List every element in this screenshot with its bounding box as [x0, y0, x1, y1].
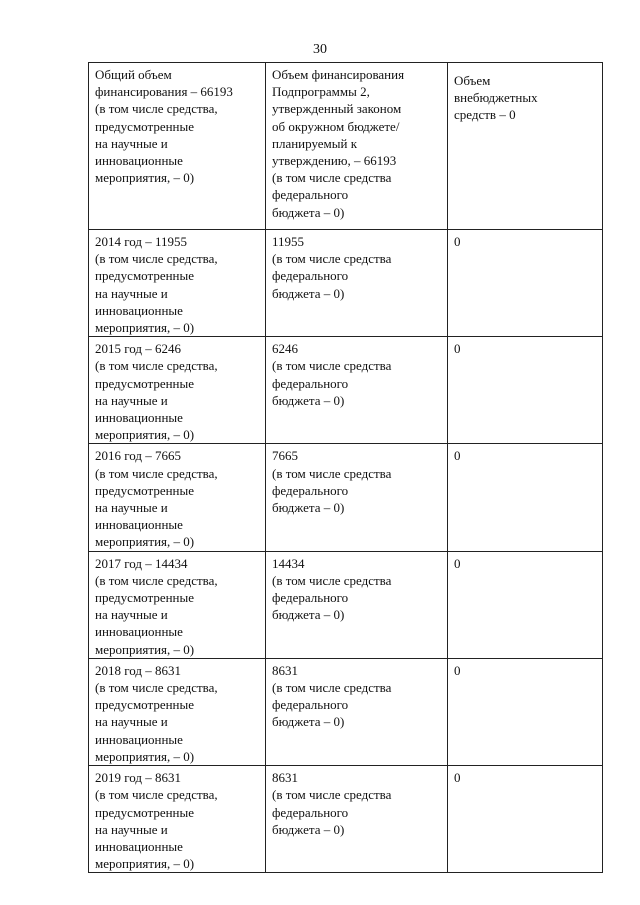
year-subprogram-cell: 11955 (в том числе средства федерального бюджета – 0)	[266, 230, 448, 337]
year-subprogram-cell: 8631 (в том числе средства федерального бюджета – 0)	[266, 766, 448, 873]
table-row	[89, 658, 603, 765]
year-extrabudgetary-cell: 0	[448, 658, 603, 765]
year-total-cell: 2014 год – 11955 (в том числе средства, предусмотренные на научные и инновационные мероприятия, – 0)	[89, 230, 266, 337]
header-total-funding: Общий объем финансирования – 66193 (в том числе средства, предусмотренные на научные и инновационные мероприятия, – 0)	[89, 63, 266, 230]
year-subprogram-cell: 6246 (в том числе средства федерального бюджета – 0)	[266, 337, 448, 444]
table-row	[89, 230, 603, 337]
year-subprogram-cell: 8631 (в том числе средства федерального бюджета – 0)	[266, 658, 448, 765]
table-row	[89, 444, 603, 551]
year-extrabudgetary-cell: 0	[448, 337, 603, 444]
table-row	[89, 551, 603, 658]
financing-table	[88, 62, 603, 873]
year-total-cell: 2015 год – 6246 (в том числе средства, предусмотренные на научные и инновационные мероприятия, – 0)	[89, 337, 266, 444]
year-total-cell: 2018 год – 8631 (в том числе средства, предусмотренные на научные и инновационные мероприятия, – 0)	[89, 658, 266, 765]
year-extrabudgetary-cell: 0	[448, 551, 603, 658]
table-row	[89, 766, 603, 873]
year-extrabudgetary-cell: 0	[448, 230, 603, 337]
year-total-cell: 2019 год – 8631 (в том числе средства, предусмотренные на научные и инновационные мероприятия, – 0)	[89, 766, 266, 873]
page-number: 30	[313, 42, 327, 57]
table-row	[89, 337, 603, 444]
year-subprogram-cell: 14434 (в том числе средства федерального бюджета – 0)	[266, 551, 448, 658]
year-subprogram-cell: 7665 (в том числе средства федерального бюджета – 0)	[266, 444, 448, 551]
header-extrabudgetary-funding: Объем внебюджетных средств – 0	[448, 63, 603, 230]
year-extrabudgetary-cell: 0	[448, 444, 603, 551]
table-header-row	[89, 63, 603, 230]
year-total-cell: 2016 год – 7665 (в том числе средства, предусмотренные на научные и инновационные мероприятия, – 0)	[89, 444, 266, 551]
year-total-cell: 2017 год – 14434 (в том числе средства, предусмотренные на научные и инновационные мероприятия, – 0)	[89, 551, 266, 658]
header-subprogram-funding: Объем финансирования Подпрограммы 2, утвержденный законом об окружном бюджете/ планируемый к утверждению, – 66193 (в том числе средства федерального бюджета – 0)	[266, 63, 448, 230]
year-extrabudgetary-cell: 0	[448, 766, 603, 873]
